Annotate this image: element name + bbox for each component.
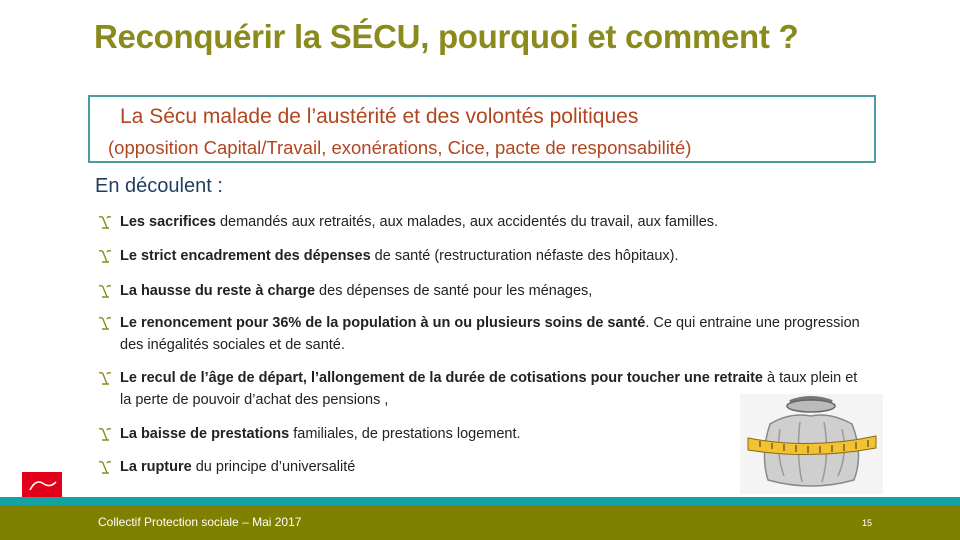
- bullet-icon: [98, 215, 112, 229]
- bullet-icon: [98, 427, 112, 441]
- item-bold: Le recul de l’âge de départ, l’allongement de la durée de cotisations pour toucher une retraite: [120, 370, 763, 386]
- bullet-icon: [98, 249, 112, 263]
- item-text: des dépenses de santé pour les ménages,: [315, 283, 593, 299]
- item-bold: Le strict encadrement des dépenses: [120, 248, 371, 264]
- bullet-icon: [98, 316, 112, 330]
- footer-accent-bar: [0, 497, 960, 505]
- list-item: [98, 211, 878, 233]
- bullet-icon: [98, 460, 112, 474]
- list-item: [98, 280, 878, 302]
- list-item: [98, 245, 878, 267]
- slide-title: Reconquérir la SÉCU, pourquoi et comment ?: [94, 18, 799, 55]
- intro-text: En découlent :: [95, 175, 223, 197]
- list-item: [98, 312, 878, 356]
- list-item: [98, 423, 718, 445]
- item-text: à taux plein et la perte de pouvoir d’achat des pensions ,: [120, 370, 858, 408]
- box-line-1: La Sécu malade de l’austérité et des volontés politiques: [120, 105, 639, 128]
- bullet-icon: [98, 284, 112, 298]
- item-bold: Les sacrifices: [120, 214, 216, 230]
- bullet-icon: [98, 371, 112, 385]
- item-text: de santé (restructuration néfaste des hôpitaux).: [370, 248, 679, 264]
- item-bold: Le renoncement pour 36% de la population à un ou plusieurs soins de santé: [120, 315, 646, 331]
- footer-text: Collectif Protection sociale – Mai 2017: [98, 515, 302, 529]
- item-bold: La hausse du reste à charge: [120, 283, 316, 299]
- highlight-box: [88, 95, 876, 163]
- footer: [0, 505, 960, 540]
- box-line-2: (opposition Capital/Travail, exonérations, Cice, pacte de responsabilité): [108, 137, 692, 158]
- item-text: familiales, de prestations logement.: [289, 426, 521, 442]
- item-text: . Ce qui entraine une progression des inégalités sociales et de santé.: [120, 315, 860, 353]
- item-bold: La rupture: [120, 459, 192, 475]
- item-bold: La baisse de prestations: [120, 426, 290, 442]
- purse-illustration: [740, 394, 883, 494]
- list-item: [98, 456, 718, 478]
- page-number: 15: [862, 518, 873, 528]
- item-text: du principe d’universalité: [191, 459, 356, 475]
- item-text: demandés aux retraités, aux malades, aux accidentés du travail, aux familles.: [215, 214, 719, 230]
